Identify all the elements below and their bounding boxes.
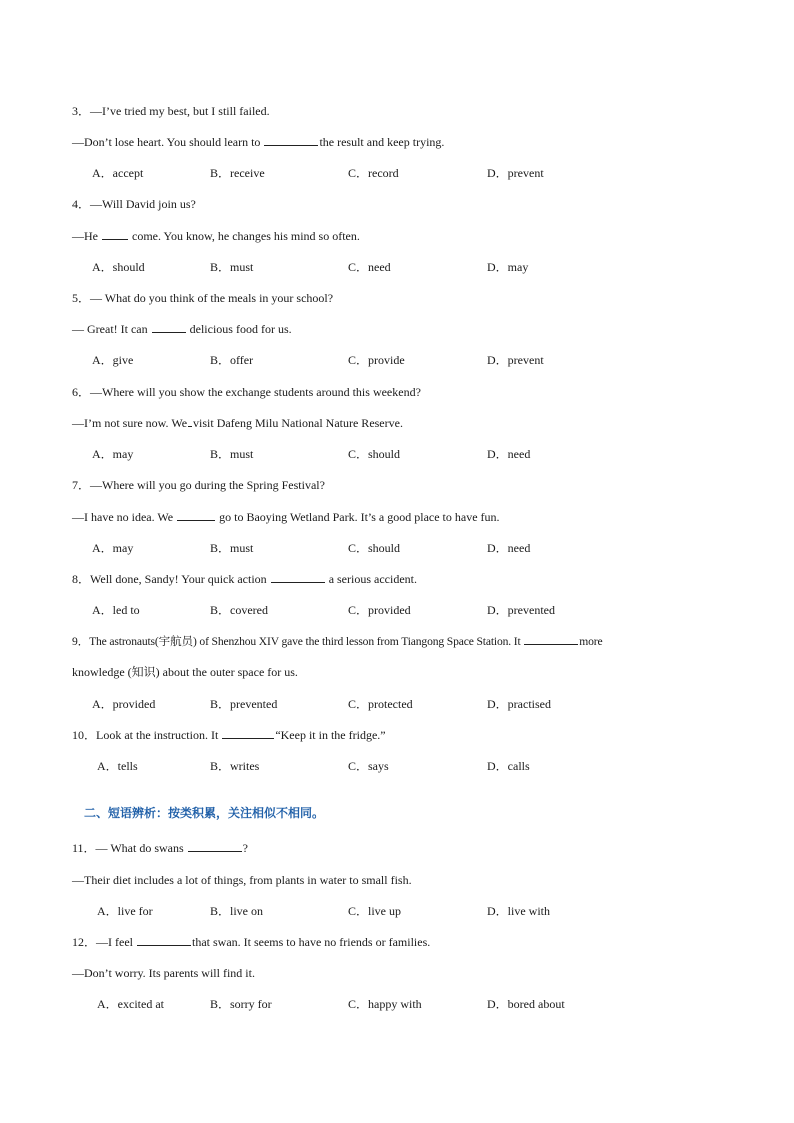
- q5-blank: [152, 322, 186, 333]
- q3-stem-a: 3．—I’ve tried my best, but I still failed.: [72, 104, 270, 118]
- q11-stem-a-part2: ?: [242, 841, 248, 855]
- q11-option-b[interactable]: B．live on: [210, 904, 263, 918]
- q5-stem-a: 5．— What do you think of the meals in your school?: [72, 291, 334, 305]
- q8-options: [0, 603, 794, 617]
- q12-stem-b: —Don’t worry. Its parents will find it.: [72, 966, 255, 980]
- q12-option-c[interactable]: C．happy with: [348, 997, 422, 1011]
- q6-stem-b: [72, 416, 403, 430]
- q6-option-a[interactable]: A．may: [92, 447, 134, 461]
- q11-option-d[interactable]: D．live with: [487, 904, 550, 918]
- q10-option-d[interactable]: D．calls: [487, 759, 530, 773]
- q9-stem-a-part2: more: [579, 635, 603, 648]
- section2-title: 二、短语辨析：按类积累，关注相似不相同。: [84, 806, 325, 820]
- q8-option-d[interactable]: D．prevented: [487, 603, 555, 617]
- q9-option-b[interactable]: B．prevented: [210, 697, 278, 711]
- q6-stem-b-part2: visit Dafeng Milu National Nature Reserve.: [193, 416, 403, 430]
- q7-option-c[interactable]: C．should: [348, 541, 401, 555]
- q3-stem-b-part1: —Don’t lose heart. You should learn to: [72, 135, 264, 149]
- q10-option-a[interactable]: A．tells: [97, 759, 138, 773]
- q9-option-d[interactable]: D．practised: [487, 697, 551, 711]
- q6-stem-b-part1: —I’m not sure now. We: [72, 416, 188, 430]
- q7-blank: [177, 510, 215, 521]
- q7-options: [0, 541, 794, 555]
- q5-stem-b: [72, 322, 292, 336]
- q5-option-d[interactable]: D．prevent: [487, 353, 544, 367]
- q9-blank: [524, 634, 578, 645]
- q9-option-a[interactable]: A．provided: [92, 697, 156, 711]
- q10-blank: [222, 728, 274, 739]
- q3-options: [0, 166, 794, 180]
- q12-stem-a-part1: 12．—I feel: [72, 935, 136, 949]
- q11-stem-a: [72, 841, 248, 855]
- q7-option-d[interactable]: D．need: [487, 541, 531, 555]
- q8-option-c[interactable]: C．provided: [348, 603, 411, 617]
- q4-stem-b: [72, 229, 360, 243]
- q7-stem-b: [72, 510, 500, 524]
- q4-option-c[interactable]: C．need: [348, 260, 391, 274]
- q12-blank: [137, 935, 191, 946]
- q4-stem-b-part2: come. You know, he changes his mind so often.: [129, 229, 360, 243]
- q12-stem-a-part2: that swan. It seems to have no friends or families.: [191, 935, 431, 949]
- q8-stem: [72, 572, 417, 586]
- q9-stem-a: [72, 634, 603, 649]
- q7-option-a[interactable]: A．may: [92, 541, 134, 555]
- q5-option-c[interactable]: C．provide: [348, 353, 405, 367]
- q6-option-c[interactable]: C．should: [348, 447, 401, 461]
- q3-option-d[interactable]: D．prevent: [487, 166, 544, 180]
- q12-option-d[interactable]: D．bored about: [487, 997, 565, 1011]
- q10-stem-part1: 10．Look at the instruction. It: [72, 728, 222, 742]
- q11-blank: [188, 841, 242, 852]
- q7-stem-a: 7．—Where will you go during the Spring Festival?: [72, 478, 325, 492]
- q7-option-b[interactable]: B．must: [210, 541, 254, 555]
- q5-stem-b-part2: delicious food for us.: [186, 322, 292, 336]
- q6-option-d[interactable]: D．need: [487, 447, 531, 461]
- q8-blank: [271, 572, 325, 583]
- q12-options: [0, 997, 794, 1011]
- q3-option-b[interactable]: B．receive: [210, 166, 265, 180]
- q5-option-a[interactable]: A．give: [92, 353, 134, 367]
- q8-stem-part1: 8．Well done, Sandy! Your quick action: [72, 572, 270, 586]
- q11-option-c[interactable]: C．live up: [348, 904, 401, 918]
- q3-stem-b: [72, 135, 444, 149]
- q4-option-d[interactable]: D．may: [487, 260, 529, 274]
- q8-option-b[interactable]: B．covered: [210, 603, 268, 617]
- q4-blank: [102, 229, 128, 240]
- q10-option-b[interactable]: B．writes: [210, 759, 260, 773]
- q4-options: [0, 260, 794, 274]
- q12-option-b[interactable]: B．sorry for: [210, 997, 272, 1011]
- q11-option-a[interactable]: A．live for: [97, 904, 153, 918]
- q3-option-a[interactable]: A．accept: [92, 166, 144, 180]
- q6-stem-a: 6．—Where will you show the exchange students around this weekend?: [72, 385, 421, 399]
- q12-option-a[interactable]: A．excited at: [97, 997, 164, 1011]
- q6-blank: [188, 416, 192, 427]
- q6-option-b[interactable]: B．must: [210, 447, 254, 461]
- q9-options: [0, 697, 794, 711]
- q9-option-c[interactable]: C．protected: [348, 697, 413, 711]
- q5-option-b[interactable]: B．offer: [210, 353, 254, 367]
- q11-stem-b: —Their diet includes a lot of things, from plants in water to small fish.: [72, 873, 412, 887]
- q3-blank: [264, 135, 318, 146]
- q4-stem-b-part1: —He: [72, 229, 101, 243]
- q4-option-a[interactable]: A．should: [92, 260, 145, 274]
- q9-stem-b: knowledge (知识) about the outer space for us.: [72, 665, 298, 679]
- q8-stem-part2: a serious accident.: [325, 572, 417, 586]
- q7-stem-b-part2: go to Baoying Wetland Park. It’s a good place to have fun.: [216, 510, 500, 524]
- q4-stem-a: 4．—Will David join us?: [72, 197, 196, 211]
- q5-options: [0, 353, 794, 367]
- q10-option-c[interactable]: C．says: [348, 759, 389, 773]
- q5-stem-b-part1: — Great! It can: [72, 322, 151, 336]
- q3-stem-b-part2: the result and keep trying.: [319, 135, 445, 149]
- q10-options: [0, 759, 794, 773]
- q11-stem-a-part1: 11．— What do swans: [72, 841, 187, 855]
- q10-stem-part2: “Keep it in the fridge.”: [275, 728, 386, 742]
- q7-stem-b-part1: —I have no idea. We: [72, 510, 177, 524]
- q3-option-c[interactable]: C．record: [348, 166, 399, 180]
- q4-option-b[interactable]: B．must: [210, 260, 254, 274]
- q10-stem: [72, 728, 386, 742]
- q12-stem-a: [72, 935, 430, 949]
- q8-option-a[interactable]: A．led to: [92, 603, 140, 617]
- q6-options: [0, 447, 794, 461]
- q11-options: [0, 904, 794, 918]
- q9-stem-a-part1: 9．The astronauts(宇航员) of Shenzhou XIV gave the third lesson from Tiangong Space Station. It: [72, 635, 524, 648]
